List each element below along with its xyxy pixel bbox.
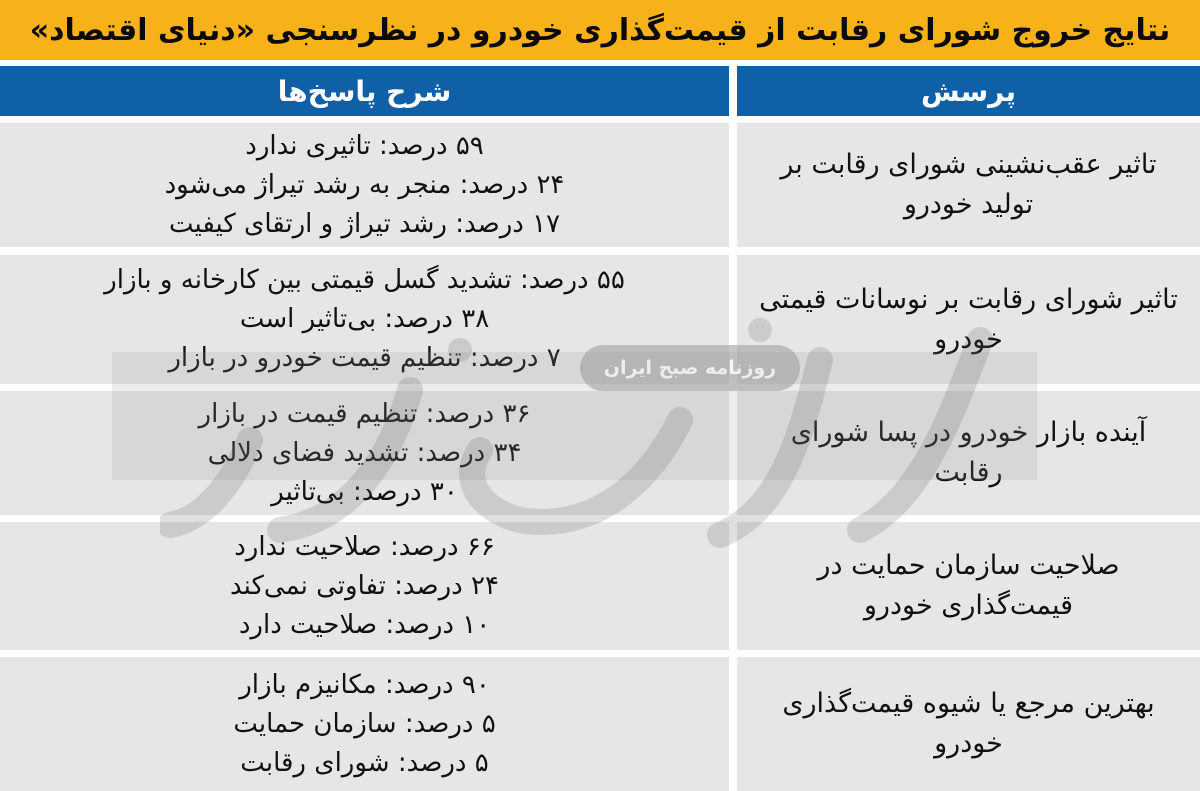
answer-line: ۹۰ درصد: مکانیزم بازار	[239, 669, 490, 700]
answers-cell	[0, 255, 729, 384]
answer-line: ۵ درصد: سازمان حمایت	[233, 708, 496, 739]
answer-line: ۳۶ درصد: تنظیم قیمت در بازار	[198, 398, 531, 429]
answer-line: ۵۹ درصد: تاثیری ندارد	[245, 130, 484, 161]
answers-cell	[0, 391, 729, 515]
page-title: نتایج خروج شورای رقابت از قیمت‌گذاری خودرو در نظرسنجی «دنیای اقتصاد»	[0, 0, 1200, 60]
answer-line: ۲۴ درصد: تفاوتی نمی‌کند	[230, 570, 499, 601]
answers-cell	[0, 522, 729, 650]
answers-cell	[0, 657, 729, 791]
answers-cell	[0, 123, 729, 247]
answer-line: ۳۸ درصد: بی‌تاثیر است	[239, 304, 490, 334]
answer-line: ۷ درصد: تنظیم قیمت خودرو در بازار	[168, 343, 561, 373]
answer-line: ۵۵ درصد: تشدید گسل قیمتی بین کارخانه و بازار	[104, 265, 625, 295]
answer-line: ۲۴ درصد: منجر به رشد تیراژ می‌شود	[164, 169, 565, 200]
answer-line: ۳۰ درصد: بی‌تاثیر	[271, 476, 458, 507]
question-cell: بهترین مرجع یا شیوه قیمت‌گذاری خودرو	[737, 657, 1200, 791]
answer-line: ۶۶ درصد: صلاحیت ندارد	[234, 531, 495, 562]
answer-line: ۳۴ درصد: تشدید فضای دلالی	[207, 437, 522, 468]
question-cell: تاثیر شورای رقابت بر نوسانات قیمتی خودرو	[737, 255, 1200, 384]
answer-line: ۱۷ درصد: رشد تیراژ و ارتقای کیفیت	[168, 208, 561, 239]
question-cell: تاثیر عقب‌نشینی شورای رقابت بر تولید خودرو	[737, 123, 1200, 247]
answer-line: ۱۰ درصد: صلاحیت دارد	[238, 609, 491, 640]
answers-column-header: شرح پاسخ‌ها	[0, 66, 729, 116]
question-column-header: پرسش	[737, 66, 1200, 116]
question-cell: صلاحیت سازمان حمایت در قیمت‌گذاری خودرو	[737, 522, 1200, 650]
answer-line: ۵ درصد: شورای رقابت	[240, 747, 489, 778]
watermark-newspaper-label: روزنامه صبح ایران	[580, 345, 800, 391]
question-cell: آینده بازار خودرو در پسا شورای رقابت	[737, 391, 1200, 515]
